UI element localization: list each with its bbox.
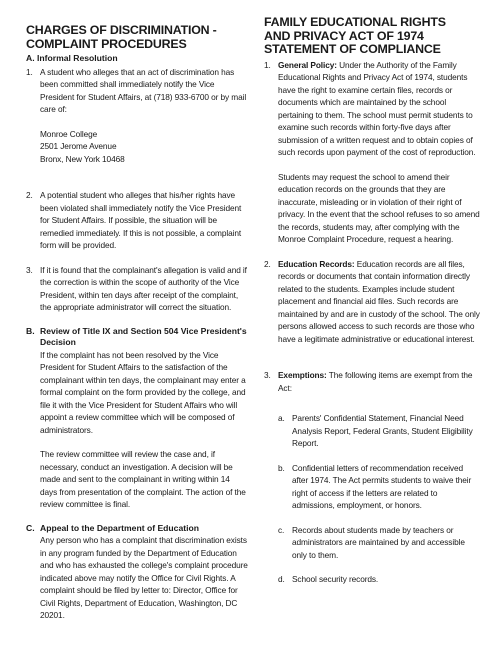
sub-item-letter: a. — [278, 413, 285, 424]
address-line: Monroe College — [40, 128, 98, 139]
item-number: 1. — [264, 59, 271, 70]
item-number: 2. — [264, 258, 271, 269]
sub-item-text: Records about students made by teachers or administrators are maintained by and accessible only to them. — [292, 524, 465, 560]
heading-line: CHARGES OF DISCRIMINATION - — [26, 23, 217, 37]
item-text: A potential student who alleges that his/her rights have been violated shall immediately notify the Vice President for Student Affairs. If possible, the situation will be remedied immediately. If this is not possible, a complaint form will be provided. — [40, 190, 242, 251]
list-item — [264, 258, 480, 346]
sub-item-letter: d. — [278, 574, 285, 585]
ferpa-heading — [264, 16, 480, 57]
heading-line: AND PRIVACY ACT OF 1974 — [264, 28, 424, 43]
list-item — [264, 369, 480, 586]
item-label: Exemptions: — [278, 370, 327, 381]
sub-item-letter: b. — [278, 462, 285, 473]
list-item — [26, 66, 248, 166]
section-c — [26, 523, 248, 622]
section-b-heading — [26, 325, 248, 349]
section-title: Informal Resolution — [36, 53, 118, 64]
discrimination-heading — [26, 24, 248, 51]
sub-list-item — [278, 573, 480, 586]
list-item — [264, 59, 480, 246]
sub-list-item — [278, 524, 480, 562]
section-letter: A. — [26, 53, 35, 64]
sub-item-letter: c. — [278, 524, 285, 535]
section-paragraph: The review committee will review the case and, if necessary, conduct an investigation. A decision will be made and sent to the complainant in writing within 14 days from presentation of the complaint. The action of the review committee is final. — [40, 449, 246, 510]
heading-line: FAMILY EDUCATIONAL RIGHTS — [264, 15, 446, 29]
item-text: A student who alleges that an act of discrimination has been committed shall immediately notify the Vice President for Student Affairs, at (718) 933-6700 or by mail care of: — [40, 66, 247, 115]
item-label: Education Records: — [278, 258, 355, 269]
address-line: Bronx, New York 10468 — [40, 153, 125, 164]
item-text: If it is found that the complainant's allegation is valid and if the correction is within the scope of authority of the Vice President, within ten days after receipt of the complaint, the appropriate administrator will correct the situation. — [40, 264, 247, 313]
left-column — [26, 24, 248, 622]
section-b — [26, 326, 248, 511]
list-item — [26, 264, 248, 314]
item-number: 3. — [264, 370, 271, 381]
heading-line: COMPLAINT PROCEDURES — [26, 36, 187, 51]
sub-list-item — [278, 412, 480, 450]
section-letter: C. — [26, 522, 35, 533]
section-paragraph: If the complaint has not been resolved by the Vice President for Student Affairs to the satisfaction of the complainant within ten days, the complainant may enter a formal complaint on the form provided by the college, and file it with the Vice President for Student Affairs who will appoint a review committee which will be composed of administrators. — [40, 349, 246, 435]
item-text — [278, 369, 480, 394]
section-c-heading — [26, 522, 248, 535]
right-column — [264, 16, 480, 586]
item-body: The following items are exempt from the Act: — [278, 370, 473, 393]
item-number: 1. — [26, 66, 33, 77]
sub-item-text: Parents' Confidential Statement, Financial Need Analysis Report, Federal Grants, Student Eligibility Report. — [292, 413, 473, 449]
list-item — [26, 189, 248, 252]
sub-item-text: School security records. — [292, 574, 379, 585]
item-text — [278, 59, 480, 159]
section-letter: B. — [26, 325, 35, 336]
heading-line: STATEMENT OF COMPLIANCE — [264, 42, 441, 57]
item-number: 2. — [26, 190, 33, 201]
item-number: 3. — [26, 264, 33, 275]
item-paragraph: Students may request the school to amend their education records on the grounds that they are inaccurate, misleading or in violation of their right of privacy. In the event that the school refuses to so amend the records, students may, after complying with the Monroe Complaint Procedure, request a hearing. — [278, 171, 480, 245]
address-line: 2501 Jerome Avenue — [40, 141, 117, 152]
section-title: Review of Title IX and Section 504 Vice President's Decision — [40, 325, 247, 348]
item-label: General Policy: — [278, 59, 337, 70]
section-paragraph: Any person who has a complaint that discrimination exists in any program funded by the Department of Education and who has exhausted the college's complaint procedure indicated above may notify the Office for Civil Rights. A complaint should be filed by letter to: Director, Office for Civil Rights, Department of Education, Washington, DC 20201. — [40, 535, 248, 621]
sub-item-text: Confidential letters of recommendation received after 1974. The Act permits students to waive their right of access if the letters are related to admissions, employment, or honors. — [292, 462, 472, 511]
sub-list-item — [278, 462, 480, 512]
section-a-heading — [26, 53, 248, 65]
item-text — [278, 258, 480, 346]
item-body: Education records are all files, records or documents that contain information directly related to the students. Examples include student placement and financial aid files. Such records are maintained by and are in custody of the school. The only persons allowed access to such records are those who have a legitimate administrative or educational interest. — [278, 258, 480, 344]
item-body: Under the Authority of the Family Educational Rights and Privacy Act of 1974, students have the right to examine certain files, records or documents which are maintained by the school pertaining to them. The school must permit students to examine such records within forty-five days after submission of a written request and to obtain copies of such records upon payment of the cost of reproduction. — [278, 59, 476, 158]
section-title: Appeal to the Department of Education — [40, 522, 199, 533]
